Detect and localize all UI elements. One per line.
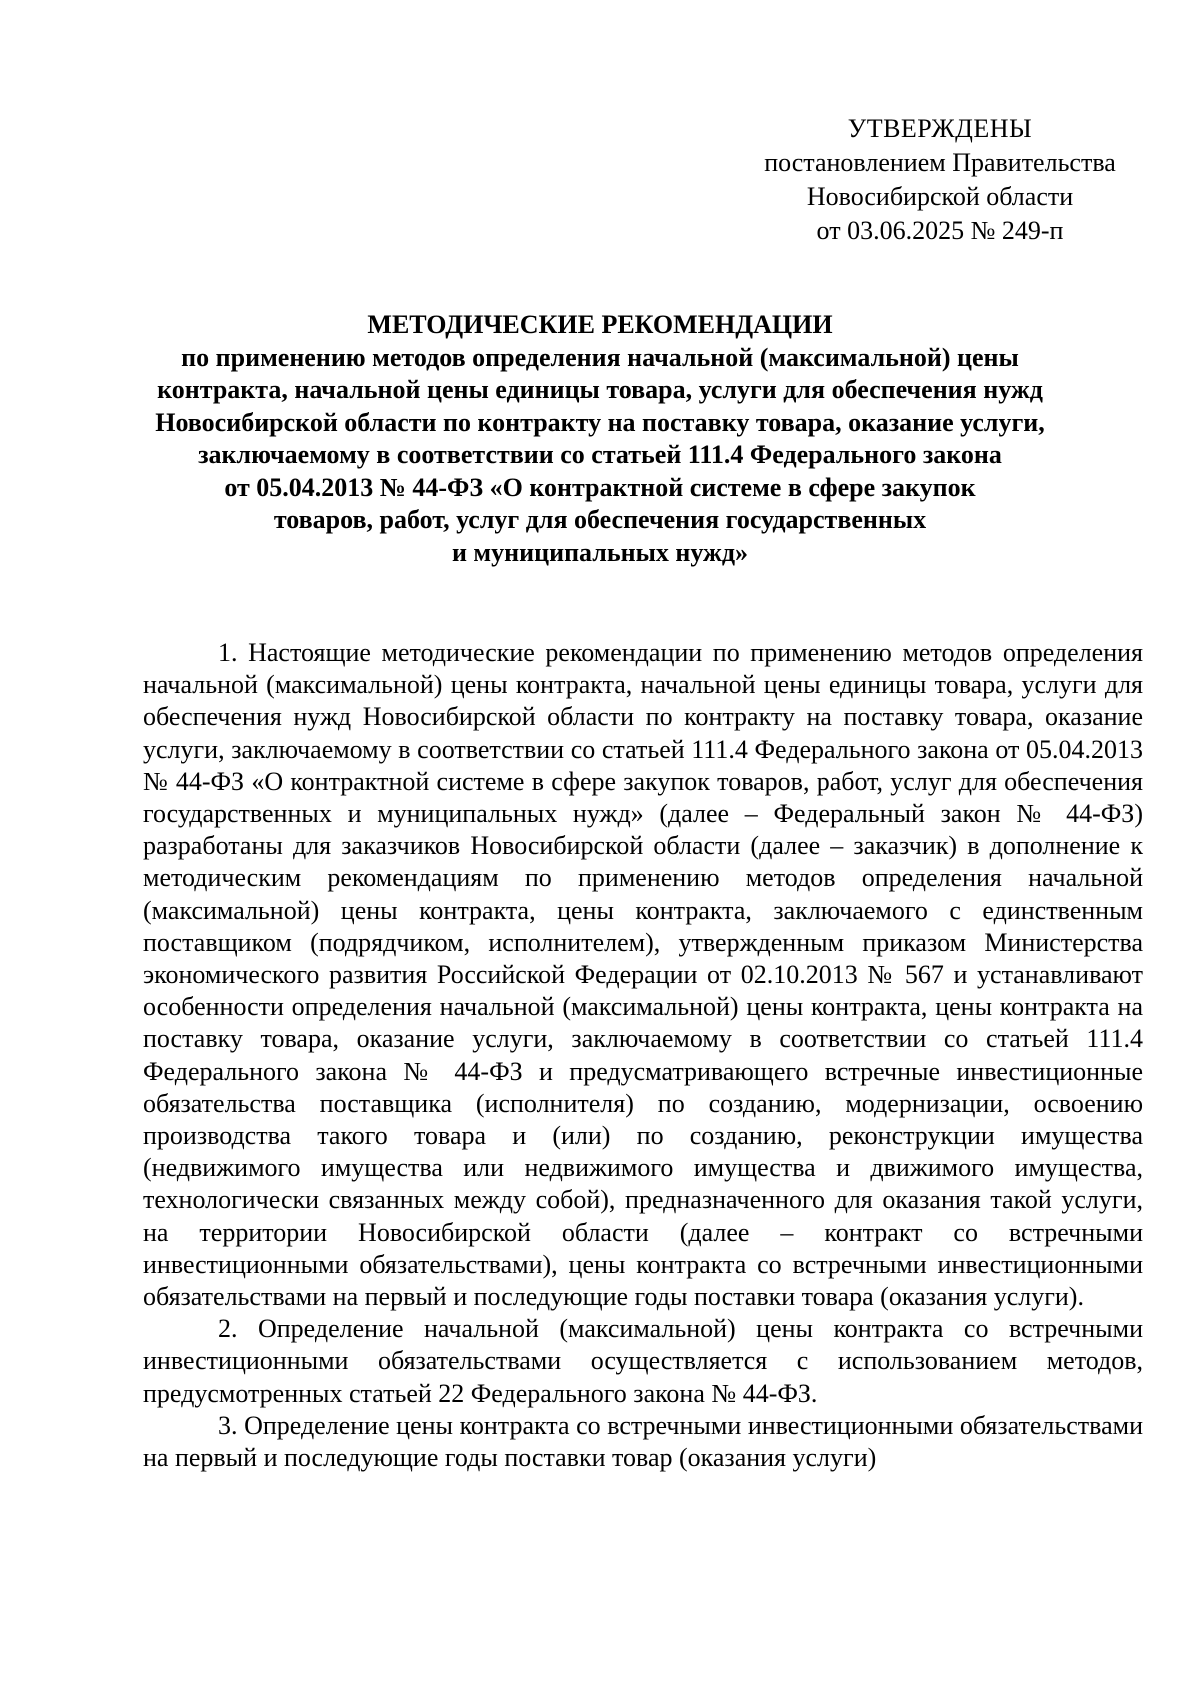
- approval-line-2: Новосибирской области: [806, 182, 1074, 211]
- document-body: [143, 637, 1143, 1474]
- paragraph-3: 3. Определение цены контракта со встречными инвестиционными обязательствами на первый и последующие годы поставки товар (оказания услуги): [143, 1410, 1143, 1473]
- approval-line-1: постановлением Правительства: [764, 148, 1116, 177]
- title-line: от 05.04.2013 № 44-ФЗ «О контрактной системе в сфере закупок: [224, 472, 976, 502]
- paragraph-1: 1. Настоящие методические рекомендации по применению методов определения начальной (максимальной) цены контракта, начальной цены единицы товара, услуги для обеспечения нужд Новосибирской области по контракту на поставку товара, оказание услуги, заключаемому в соответствии со статьей 111.4 Федерального закона от 05.04.2013 № 44-ФЗ «О контрактной системе в сфере закупок товаров, работ, услуг для обеспечения государственных и муниципальных нужд» (далее – Федеральный закон № 44-ФЗ) разработаны для заказчиков Новосибирской области (далее – заказчик) в дополнение к методическим рекомендациям по применению методов определения начальной (максимальной) цены контракта, цены контракта, заключаемого с единственным поставщиком (подрядчиком, исполнителем), утвержденным приказом Министерства экономического развития Российской Федерации от 02.10.2013 № 567 и устанавливают особенности определения начальной (максимальной) цены контракта, цены контракта на поставку товара, оказание услуги, заключаемому в соответствии со статьей 111.4 Федерального закона № 44-ФЗ и предусматривающего встречные инвестиционные обязательства поставщика (исполнителя) по созданию, модернизации, освоению производства такого товара и (или) по созданию, реконструкции имущества (недвижимого имущества или недвижимого имущества и движимого имущества, технологически связанных между собой), предназначенного для оказания такой услуги, на территории Новосибирской области (далее – контракт со встречными инвестиционными обязательствами), цены контракта со встречными инвестиционными обязательствами на первый и последующие годы поставки товара (оказания услуги).: [143, 638, 1143, 1312]
- title-line: и муниципальных нужд»: [451, 537, 749, 567]
- approval-block: [740, 112, 1140, 248]
- title-line: по применению методов определения начальной (максимальной) цены: [181, 342, 1019, 372]
- title-line: заключаемому в соответствии со статьей 111.4 Федерального закона: [198, 440, 1002, 469]
- paragraph-2: 2. Определение начальной (максимальной) цены контракта со встречными инвестиционными обязательствами осуществляется с использованием методов, предусмотренных статьей 22 Федерального закона № 44-ФЗ.: [143, 1314, 1143, 1408]
- approval-title: УТВЕРЖДЕНЫ: [847, 114, 1033, 143]
- document-title: [130, 309, 1070, 569]
- title-line: Новосибирской области по контракту на поставку товара, оказание услуги,: [155, 407, 1045, 437]
- title-line: товаров, работ, услуг для обеспечения государственных: [273, 505, 927, 534]
- title-line: контракта, начальной цены единицы товара, услуги для обеспечения нужд: [157, 375, 1043, 404]
- document-heading: МЕТОДИЧЕСКИЕ РЕКОМЕНДАЦИИ: [367, 310, 833, 339]
- approval-line-3: от 03.06.2025 № 249-п: [816, 216, 1064, 245]
